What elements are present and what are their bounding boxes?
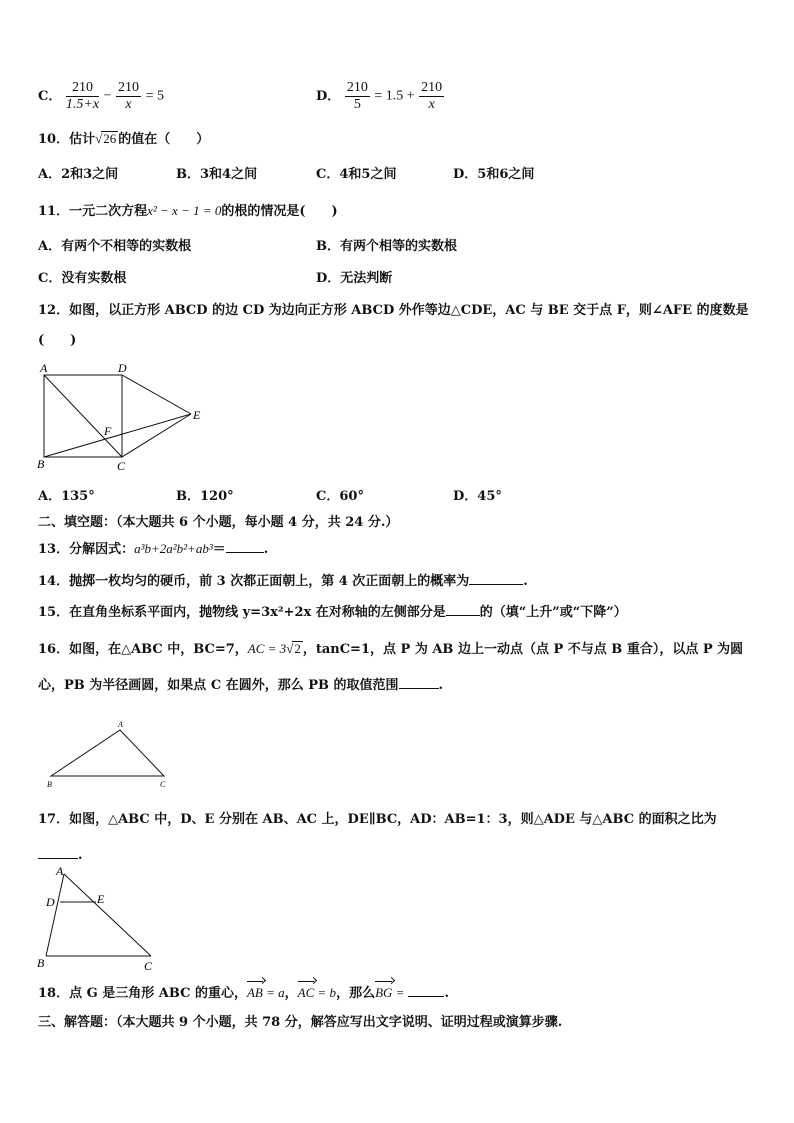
- label-a: A: [56, 864, 64, 878]
- fraction: [345, 80, 370, 113]
- numerator: 210: [118, 80, 140, 95]
- label-f: F: [104, 424, 112, 438]
- equation: x² − x − 1 = 0: [147, 203, 222, 218]
- vector-ab-value: = a: [262, 985, 285, 1000]
- q12-option-d: D．45°: [453, 489, 502, 504]
- fraction: [116, 80, 141, 113]
- label-c: C: [117, 459, 126, 472]
- side-ce: [122, 414, 191, 457]
- q14-text: 14．抛掷一枚均匀的硬币，前 3 次都正面朝上，第 4 次正面朝上的概率为: [38, 574, 470, 589]
- side-ab: [46, 874, 64, 956]
- q10-stem: 10．估计√26 的值在（ ）: [38, 131, 210, 147]
- q12-option-b: B．120°: [176, 489, 234, 504]
- q10-prefix: 10．估计: [38, 132, 96, 147]
- answer-blank[interactable]: [446, 603, 480, 616]
- label-a: A: [118, 720, 123, 729]
- q18-stem: [38, 984, 449, 1003]
- label-a: A: [40, 361, 48, 375]
- answer-blank[interactable]: [469, 572, 523, 585]
- label-b: B: [37, 956, 45, 970]
- ac-expression: AC = 3: [247, 641, 287, 656]
- q10-option-c: C．4和5之间: [316, 167, 397, 182]
- answer-blank[interactable]: [38, 846, 78, 859]
- q15-prefix: 15．在直角坐标系平面内，抛物线 y=3x²+2x 在对称轴的左侧部分是: [38, 605, 446, 620]
- q9-option-c: [38, 80, 164, 113]
- q11-prefix: 11．一元二次方程: [38, 204, 148, 219]
- answer-blank[interactable]: [226, 540, 264, 553]
- equals: =: [392, 985, 405, 1000]
- q10-option-d: D．5和6之间: [453, 167, 535, 182]
- label-d: D: [46, 895, 55, 909]
- q16-stem-line1: 16．如图，在△ABC 中，BC=7，AC = 3√2 ，tanC=1，点 P 为 AB 边上一动点（点 P 不与点 B 重合），以点 P 为圆: [38, 641, 744, 657]
- section-3-heading: 三、解答题：（本大题共 9 个小题，共 78 分，解答应写出文字说明、证明过程或演算步骤.: [38, 1015, 563, 1030]
- q11-option-d: D．无法判断: [316, 271, 393, 286]
- q17-figure: [34, 862, 158, 974]
- label-b: B: [37, 457, 45, 471]
- equation-rhs: = 5: [145, 88, 164, 104]
- operator: −: [103, 88, 112, 104]
- q16-line2: 心，PB 为半径画圆，如果点 C 在圆外，那么 PB 的取值范围: [38, 678, 399, 693]
- period: .: [438, 678, 444, 693]
- q15-suffix: 的（填“上升”或“下降”）: [479, 605, 627, 620]
- q11-option-a: A．有两个不相等的实数根: [38, 239, 192, 254]
- vector-bg: BG: [375, 985, 393, 1000]
- q12-stem: 12．如图，以正方形 ABCD 的边 CD 为边向正方形 ABCD 外作等边△CDE，AC 与 BE 交于点 F，则∠AFE 的度数是: [38, 303, 749, 318]
- vector-ac: AC: [297, 985, 315, 1000]
- segment-be: [44, 414, 191, 457]
- q18-mid: ，那么: [336, 986, 376, 1001]
- q12-figure: [36, 360, 208, 472]
- q15-stem: [38, 603, 627, 622]
- numerator: 210: [66, 80, 99, 97]
- answer-blank[interactable]: [408, 984, 444, 997]
- denominator: 1.5+x: [65, 97, 100, 112]
- expression: a³b+2a²b²+ab³: [134, 541, 213, 556]
- numerator: 210: [421, 80, 443, 95]
- q9-option-d: [316, 80, 444, 113]
- equals: ＝: [212, 542, 226, 557]
- label-b: B: [47, 780, 52, 789]
- q14-stem: [38, 572, 528, 591]
- fraction: [419, 80, 444, 113]
- option-label: D．: [316, 89, 341, 104]
- q13-stem: [38, 540, 268, 559]
- period: .: [78, 848, 83, 863]
- radicand: 26: [103, 131, 117, 146]
- label-e: E: [97, 892, 105, 906]
- q10-suffix: 的值在（ ）: [118, 132, 210, 147]
- q11-option-b: B．有两个相等的实数根: [316, 239, 457, 254]
- triangle-abc: [51, 730, 164, 776]
- separator: ，: [284, 986, 298, 1001]
- vector-ab: AB: [246, 985, 263, 1000]
- side-ac: [64, 874, 151, 956]
- period: .: [263, 542, 269, 557]
- side-de: [122, 375, 191, 414]
- q13-prefix: 13．分解因式：: [38, 542, 135, 557]
- q11-suffix: 的根的情况是( ): [221, 204, 338, 219]
- denominator: x: [428, 97, 435, 112]
- q12-paren: ( ): [38, 333, 77, 348]
- q16-prefix: 16．如图，在△ABC 中，BC=7，: [38, 642, 248, 657]
- section-2-heading: 二、填空题：（本大题共 6 个小题，每小题 4 分，共 24 分.）: [38, 515, 399, 530]
- label-e: E: [193, 408, 201, 422]
- option-label: C．: [38, 89, 62, 104]
- q12-option-c: C．60°: [316, 489, 364, 504]
- vector-ac-value: = b: [314, 985, 337, 1000]
- q16-rest: ，tanC=1，点 P 为 AB 边上一动点（点 P 不与点 B 重合），以点 P 为圆: [302, 642, 744, 657]
- answer-blank[interactable]: [399, 676, 439, 689]
- radicand: 2: [294, 641, 301, 656]
- q12-option-a: A．135°: [38, 489, 95, 504]
- q11-stem: [38, 202, 338, 221]
- period: .: [523, 574, 528, 589]
- q16-stem-line2: [38, 676, 443, 695]
- q16-figure: [44, 716, 172, 794]
- period: .: [444, 986, 449, 1001]
- q10-option-a: A．2和3之间: [38, 167, 119, 182]
- fraction: [66, 80, 99, 113]
- label-d: D: [118, 361, 127, 375]
- label-c: C: [160, 780, 166, 789]
- equation-mid: = 1.5 +: [374, 88, 415, 104]
- denominator: x: [125, 97, 132, 112]
- numerator: 210: [346, 80, 368, 95]
- q17-stem: 17．如图，△ABC 中，D、E 分别在 AB、AC 上，DE∥BC，AD：AB=1：3，则△ADE 与△ABC 的面积之比为: [38, 812, 717, 827]
- label-c: C: [144, 959, 153, 973]
- q10-option-b: B．3和4之间: [176, 167, 258, 182]
- q11-option-c: C．没有实数根: [38, 271, 127, 286]
- diagonal-ac: [44, 375, 122, 457]
- denominator: 5: [353, 97, 361, 112]
- q18-prefix: 18．点 G 是三角形 ABC 的重心，: [38, 986, 247, 1001]
